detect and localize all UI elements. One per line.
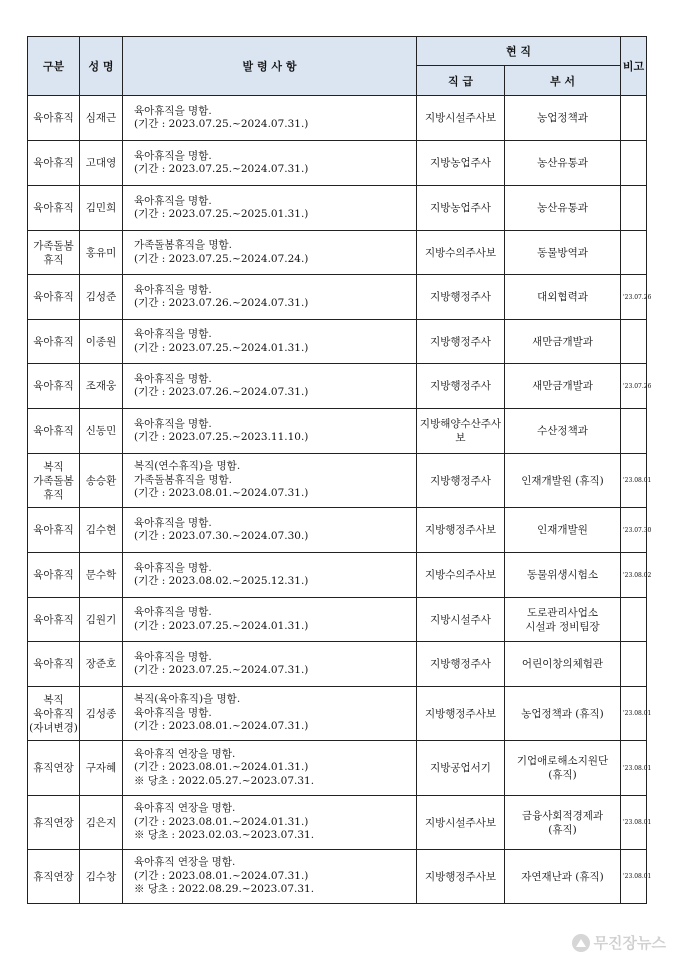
order-cell-line: 육아휴직을 명함. [134, 516, 212, 529]
order-cell-line: 육아휴직을 명함. [134, 328, 212, 340]
department-cell-line: 동물방역과 [537, 246, 588, 259]
remarks-cell [621, 141, 647, 186]
order-cell-line: (기간 : 2023.07.26.~2024.07.31.) [134, 297, 309, 309]
order-cell-line: (기간 : 2023.07.30.~2024.07.30.) [134, 530, 309, 542]
position-cell: 지방행정주사보 [417, 850, 505, 904]
category-cell-line: 휴직연장 [33, 870, 74, 883]
table-row [28, 642, 647, 687]
category-cell [28, 508, 80, 553]
department-cell-line: 수산정책과 [537, 425, 588, 437]
remarks-cell: '23.08.01 [621, 796, 647, 850]
order-cell [123, 796, 417, 850]
department-cell [505, 642, 621, 687]
position-cell: 지방농업주사 [417, 141, 505, 186]
table-row [28, 96, 647, 141]
order-cell [123, 409, 417, 454]
table-row [28, 741, 647, 796]
department-cell-line: 기업애로해소지원단 [516, 755, 609, 767]
table-row [28, 141, 647, 186]
category-cell [28, 409, 80, 454]
order-cell-line: 육아휴직 연장을 명함. [134, 747, 236, 760]
position-cell: 지방해양수산주사보 [417, 409, 505, 454]
department-cell [505, 364, 621, 409]
name-cell: 고대영 [80, 141, 123, 186]
watermark [572, 932, 666, 953]
department-cell [505, 598, 621, 642]
department-cell [505, 409, 621, 454]
order-cell-line: (기간 : 2023.07.26.~2024.07.31.) [134, 386, 309, 398]
table-row [28, 186, 647, 231]
department-cell-line: 농업정책과 [537, 112, 588, 124]
category-cell [28, 796, 80, 850]
remarks-cell [621, 186, 647, 231]
table-row [28, 687, 647, 741]
mountain-logo-icon [572, 934, 590, 952]
category-cell-line: 육아휴직 [33, 425, 74, 437]
order-cell-line: 육아휴직 연장을 명함. [134, 856, 236, 869]
category-cell-line: 육아휴직 [33, 524, 74, 536]
order-cell-line: (기간 : 2023.08.02.~2025.12.31.) [134, 575, 309, 587]
table-row [28, 320, 647, 364]
category-cell-line: 육아휴직 [33, 569, 74, 581]
header-order: 발 령 사 항 [123, 37, 417, 96]
category-cell [28, 320, 80, 364]
order-cell-line: 육아휴직을 명함. [134, 706, 212, 719]
name-cell: 송승환 [80, 454, 123, 508]
position-cell: 지방행정주사보 [417, 508, 505, 553]
order-cell-line: 가족돌봄휴직을 명함. [134, 473, 232, 486]
order-cell-line: 육아휴직을 명함. [134, 194, 212, 207]
department-cell-line: 어린이창의체험관 [521, 658, 604, 670]
order-cell-line: (기간 : 2023.08.01.~2024.07.31.) [134, 487, 309, 500]
position-cell: 지방수의주사보 [417, 231, 505, 275]
remarks-cell: '23.07.26 [621, 364, 647, 409]
order-cell-line: 육아휴직을 명함. [134, 149, 212, 162]
category-cell-line: 육아휴직 [33, 202, 74, 214]
header-remarks: 비고 [621, 37, 647, 96]
remarks-cell [621, 320, 647, 364]
order-cell [123, 598, 417, 642]
category-cell [28, 598, 80, 642]
remarks-cell [621, 642, 647, 687]
header-position: 직 급 [417, 66, 505, 96]
position-cell: 지방행정주사 [417, 454, 505, 508]
order-cell-line: (기간 : 2023.07.25.~2024.07.31.) [134, 118, 309, 130]
position-cell: 지방행정주사 [417, 320, 505, 364]
order-cell-line: ※ 당초 : 2022.05.27.~2023.07.31. [134, 774, 315, 787]
department-cell-line: 농업정책과 (휴직) [521, 707, 604, 720]
order-cell-line: 육아휴직을 명함. [134, 650, 212, 663]
remarks-cell: '23.08.01 [621, 687, 647, 741]
order-cell [123, 687, 417, 741]
department-cell-line: 농산유통과 [537, 157, 588, 169]
remarks-cell: '23.07.26 [621, 275, 647, 320]
department-cell-line: 금융사회적경제과 [521, 809, 604, 822]
position-cell: 지방행정주사 [417, 364, 505, 409]
name-cell: 문수학 [80, 553, 123, 598]
position-cell: 지방농업주사 [417, 186, 505, 231]
category-cell [28, 553, 80, 598]
name-cell: 김수현 [80, 508, 123, 553]
category-cell-line: 휴직연장 [33, 762, 74, 774]
order-cell-line: ※ 당초 : 2023.02.03.~2023.07.31. [134, 829, 315, 842]
order-cell-line: 육아휴직을 명함. [134, 417, 212, 430]
order-cell [123, 364, 417, 409]
department-cell-line: (휴직) [548, 769, 577, 781]
department-cell [505, 96, 621, 141]
category-cell [28, 275, 80, 320]
name-cell: 구자혜 [80, 741, 123, 796]
order-cell [123, 231, 417, 275]
remarks-cell: '23.08.01 [621, 741, 647, 796]
watermark-text: 무진장뉴스 [593, 934, 666, 952]
header-category: 구분 [28, 37, 80, 96]
order-cell-line: 육아휴직을 명함. [134, 606, 212, 618]
order-cell-line: 육아휴직을 명함. [134, 104, 212, 117]
order-cell-line: 가족돌봄휴직을 명함. [134, 239, 232, 251]
personnel-orders-table [27, 36, 652, 904]
category-cell [28, 231, 80, 275]
table-row [28, 275, 647, 320]
order-cell-line: 육아휴직 연장을 명함. [134, 802, 236, 815]
order-cell-line: (기간 : 2023.07.25.~2024.01.31.) [134, 341, 309, 354]
name-cell: 김민희 [80, 186, 123, 231]
order-cell-line: (기간 : 2023.08.01.~2024.01.31.) [134, 815, 309, 828]
order-cell [123, 141, 417, 186]
department-cell-line: 시설과 정비팀장 [525, 620, 600, 633]
department-cell-line: 인재개발원 (휴직) [521, 474, 604, 487]
department-cell-line: 도로관리사업소 [526, 606, 598, 619]
category-cell-line: 휴직연장 [33, 816, 74, 829]
name-cell: 김원기 [80, 598, 123, 642]
order-cell [123, 850, 417, 904]
order-cell-line: (기간 : 2023.08.01.~2024.01.31.) [134, 761, 309, 774]
table-row [28, 553, 647, 598]
table-row [28, 850, 647, 904]
position-cell: 지방시설주사보 [417, 96, 505, 141]
department-cell [505, 687, 621, 741]
position-cell: 지방행정주사 [417, 275, 505, 320]
table-row [28, 598, 647, 642]
header-name: 성 명 [80, 37, 123, 96]
department-cell-line: (휴직) [548, 823, 577, 836]
position-cell: 지방시설주사보 [417, 796, 505, 850]
department-cell [505, 796, 621, 850]
department-cell-line: 새만금개발과 [532, 380, 593, 392]
name-cell: 장준호 [80, 642, 123, 687]
name-cell: 김성종 [80, 687, 123, 741]
order-cell-line: (기간 : 2023.08.01.~2024.07.31.) [134, 720, 309, 733]
category-cell [28, 186, 80, 231]
department-cell-line: 동물위생시험소 [526, 569, 598, 581]
order-cell-line: (기간 : 2023.08.01.~2024.07.31.) [134, 869, 309, 882]
department-cell-line: 인재개발원 [537, 524, 588, 536]
category-cell-line: 휴직 [43, 253, 64, 266]
category-cell-line: 육아휴직 [33, 707, 74, 720]
department-cell-line: 농산유통과 [537, 202, 588, 214]
category-cell [28, 96, 80, 141]
department-cell [505, 553, 621, 598]
category-cell-line: 육아휴직 [33, 335, 74, 348]
order-cell-line: (기간 : 2023.07.25.~2024.07.31.) [134, 664, 309, 676]
department-cell [505, 275, 621, 320]
category-cell-line: 휴직 [43, 488, 64, 501]
position-cell: 지방행정주사 [417, 642, 505, 687]
department-cell [505, 454, 621, 508]
name-cell: 신동민 [80, 409, 123, 454]
order-cell [123, 186, 417, 231]
order-cell-line: 복직(육아휴직)을 명함. [134, 693, 241, 706]
remarks-cell [621, 598, 647, 642]
department-cell-line: 대외협력과 [537, 291, 588, 303]
order-cell [123, 508, 417, 553]
position-cell: 지방행정주사보 [417, 687, 505, 741]
category-cell-line: 복직 [43, 693, 64, 706]
category-cell [28, 642, 80, 687]
header-current: 현 직 [417, 37, 621, 66]
category-cell [28, 454, 80, 508]
remarks-cell [621, 231, 647, 275]
order-cell [123, 320, 417, 364]
department-cell [505, 741, 621, 796]
order-cell [123, 741, 417, 796]
remarks-cell: '23.07.30 [621, 508, 647, 553]
department-cell [505, 508, 621, 553]
category-cell [28, 687, 80, 741]
header-department: 부 서 [505, 66, 621, 96]
category-cell-line: 육아휴직 [33, 112, 74, 124]
department-cell [505, 320, 621, 364]
position-cell: 지방공업서기 [417, 741, 505, 796]
remarks-cell: '23.08.01 [621, 454, 647, 508]
category-cell [28, 741, 80, 796]
category-cell [28, 141, 80, 186]
table-row [28, 796, 647, 850]
department-cell-line: 자연재난과 (휴직) [521, 870, 604, 883]
position-cell: 지방시설주사 [417, 598, 505, 642]
name-cell: 김수창 [80, 850, 123, 904]
remarks-cell [621, 96, 647, 141]
category-cell-line: 가족돌봄 [33, 474, 74, 487]
table-row [28, 508, 647, 553]
order-cell [123, 96, 417, 141]
table-row [28, 364, 647, 409]
position-cell: 지방수의주사보 [417, 553, 505, 598]
name-cell: 김성준 [80, 275, 123, 320]
order-cell-line: (기간 : 2023.07.25.~2025.01.31.) [134, 208, 309, 220]
category-cell-line: (자녀변경) [29, 721, 78, 734]
category-cell-line: 육아휴직 [33, 157, 74, 169]
category-cell-line: 복직 [43, 460, 64, 473]
department-cell-line: 새만금개발과 [532, 335, 593, 348]
remarks-cell [621, 409, 647, 454]
category-cell-line: 육아휴직 [33, 613, 74, 626]
category-cell-line: 육아휴직 [33, 658, 74, 670]
table-row [28, 409, 647, 454]
order-cell-line: (기간 : 2023.07.25.~2024.07.24.) [134, 252, 309, 265]
table-row [28, 231, 647, 275]
department-cell [505, 186, 621, 231]
order-cell-line: 복직(연수휴직)을 명함. [134, 460, 241, 473]
remarks-cell: '23.08.01 [621, 850, 647, 904]
order-cell [123, 454, 417, 508]
name-cell: 김은지 [80, 796, 123, 850]
table-row [28, 454, 647, 508]
category-cell [28, 364, 80, 409]
order-cell-line: (기간 : 2023.07.25.~2024.07.31.) [134, 163, 309, 175]
name-cell: 조재웅 [80, 364, 123, 409]
category-cell-line: 가족돌봄 [33, 239, 74, 252]
category-cell-line: 육아휴직 [33, 291, 74, 303]
order-cell-line: (기간 : 2023.07.25.~2023.11.10.) [134, 431, 309, 443]
name-cell: 이종원 [80, 320, 123, 364]
name-cell: 심재근 [80, 96, 123, 141]
order-cell-line: 육아휴직을 명함. [134, 283, 212, 296]
name-cell: 홍유미 [80, 231, 123, 275]
order-cell-line: 육아휴직을 명함. [134, 372, 212, 385]
order-cell-line: ※ 당초 : 2022.08.29.~2023.07.31. [134, 883, 315, 896]
order-cell [123, 275, 417, 320]
department-cell [505, 231, 621, 275]
category-cell-line: 육아휴직 [33, 380, 74, 392]
order-cell [123, 553, 417, 598]
department-cell [505, 850, 621, 904]
remarks-cell: '23.08.02 [621, 553, 647, 598]
order-cell-line: (기간 : 2023.07.25.~2024.01.31.) [134, 619, 309, 632]
order-cell-line: 육아휴직을 명함. [134, 561, 212, 574]
order-cell [123, 642, 417, 687]
department-cell [505, 141, 621, 186]
category-cell [28, 850, 80, 904]
